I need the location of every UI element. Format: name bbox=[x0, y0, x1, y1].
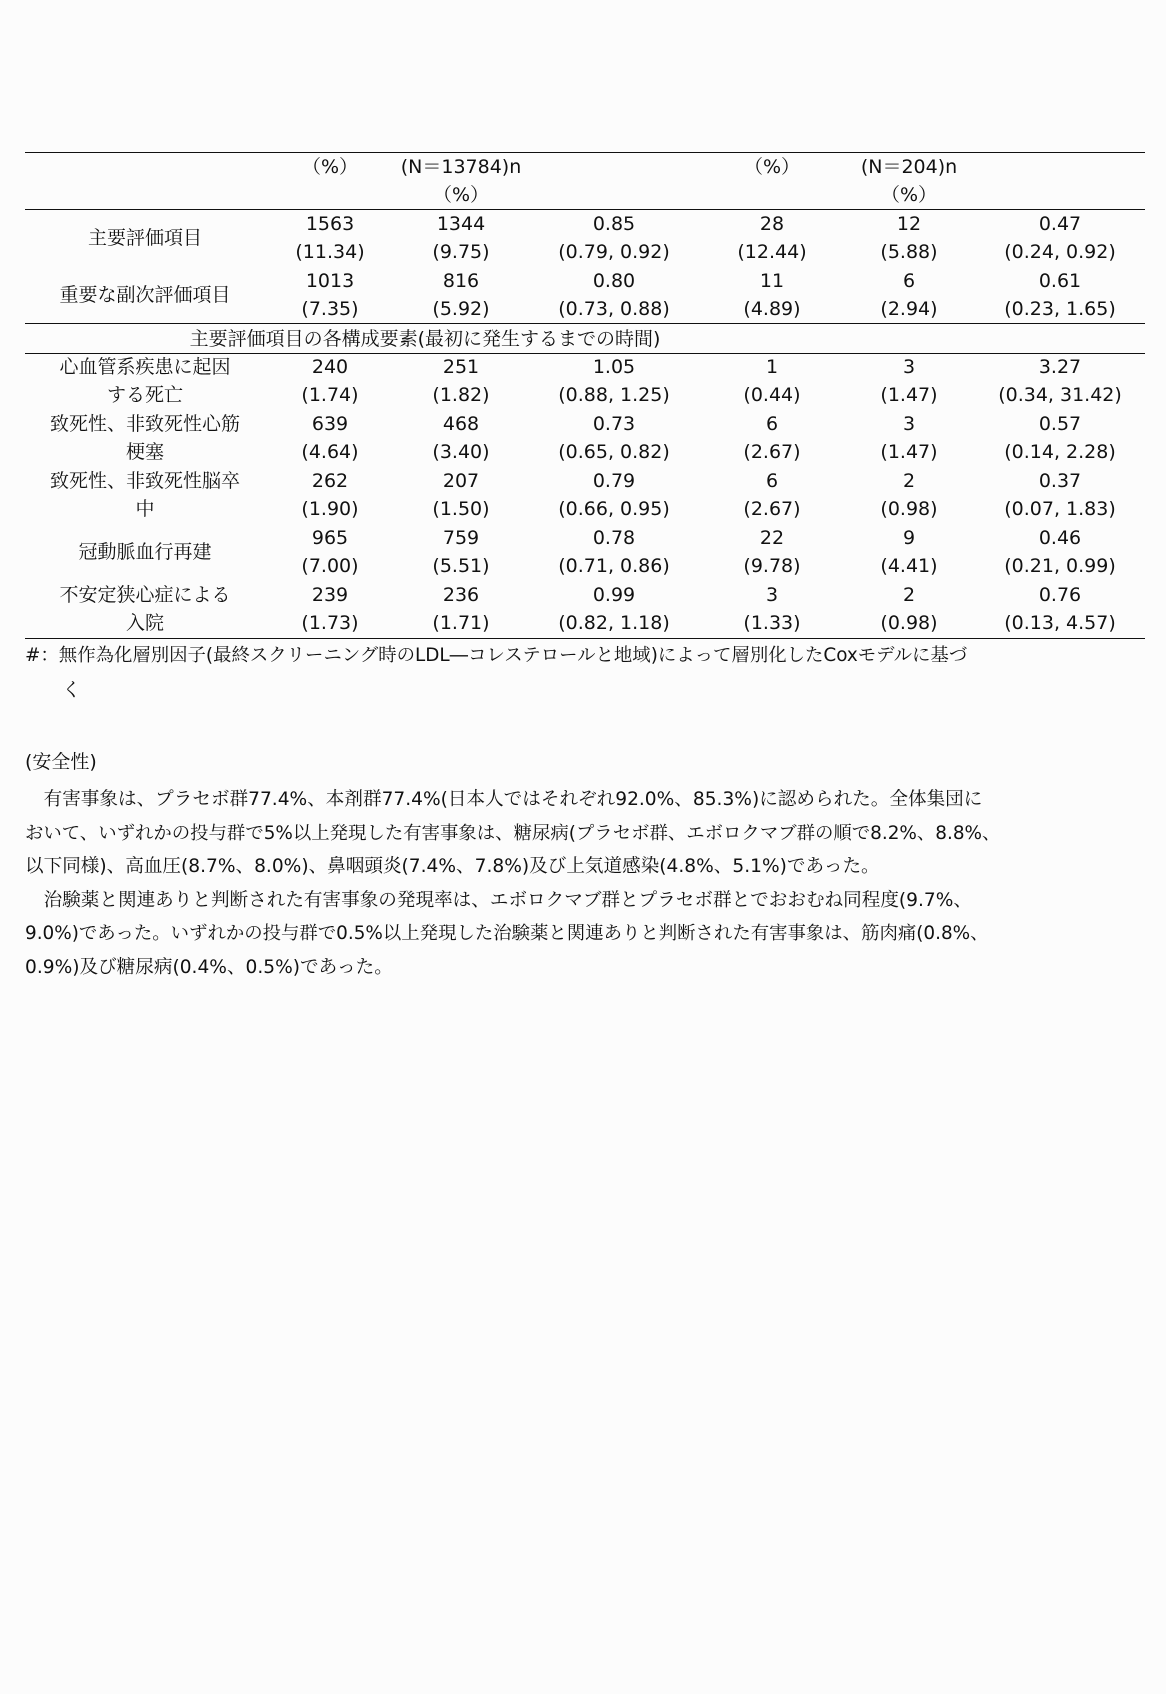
table-cell: 12 bbox=[896, 213, 922, 235]
row-label: 不安定狭心症による bbox=[59, 584, 231, 606]
table-header-rule bbox=[25, 209, 1145, 210]
section-title: 主要評価項目の各構成要素(最初に発生するまでの時間) bbox=[189, 328, 661, 350]
table-cell: (1.71) bbox=[432, 612, 490, 634]
table-cell: (1.47) bbox=[880, 384, 938, 406]
table-cell: (0.65, 0.82) bbox=[558, 441, 670, 463]
table-cell: 1344 bbox=[436, 213, 486, 235]
table-cell: (4.64) bbox=[301, 441, 359, 463]
header-cell: （%） bbox=[880, 184, 938, 206]
table-cell: 0.37 bbox=[1038, 470, 1082, 492]
table-cell: (1.90) bbox=[301, 498, 359, 520]
table-cell: 2 bbox=[902, 470, 916, 492]
table-cell: 3 bbox=[765, 584, 779, 606]
table-cell: 0.76 bbox=[1038, 584, 1082, 606]
table-cell: 0.61 bbox=[1038, 270, 1082, 292]
table-cell: (0.44) bbox=[743, 384, 801, 406]
row-label: 心血管系疾患に起因 bbox=[59, 356, 231, 378]
table-cell: 0.85 bbox=[592, 213, 636, 235]
table-cell: 468 bbox=[442, 413, 480, 435]
row-label: 梗塞 bbox=[125, 441, 165, 463]
table-cell: (0.34, 31.42) bbox=[998, 384, 1122, 406]
table-cell: 965 bbox=[311, 527, 349, 549]
section-heading: (安全性) bbox=[25, 751, 97, 773]
table-cell: 0.99 bbox=[592, 584, 636, 606]
table-cell: (7.35) bbox=[301, 298, 359, 320]
table-cell: (5.92) bbox=[432, 298, 490, 320]
table-cell: (0.14, 2.28) bbox=[1004, 441, 1116, 463]
table-bottom-rule bbox=[25, 638, 1145, 639]
header-cell: (N＝204)n bbox=[860, 156, 958, 178]
table-cell: (5.51) bbox=[432, 555, 490, 577]
table-cell: (4.89) bbox=[743, 298, 801, 320]
table-cell: 28 bbox=[759, 213, 785, 235]
table-cell: (4.41) bbox=[880, 555, 938, 577]
paragraph-line: 0.9%)及び糖尿病(0.4%、0.5%)であった。 bbox=[25, 957, 393, 978]
table-cell: (0.82, 1.18) bbox=[558, 612, 670, 634]
paragraph-line: 以下同様)、高血圧(8.7%、8.0%)、鼻咽頭炎(7.4%、7.8%)及び上気道感染(4.8%、5.1%)であった。 bbox=[25, 856, 880, 877]
table-cell: 262 bbox=[311, 470, 349, 492]
table-cell: (1.73) bbox=[301, 612, 359, 634]
table-cell: 0.80 bbox=[592, 270, 636, 292]
paragraph-line: 有害事象は、プラセボ群77.4%、本剤群77.4%(日本人ではそれぞれ92.0%、85.3%)に認められた。全体集団に bbox=[25, 789, 983, 810]
table-cell: 759 bbox=[442, 527, 480, 549]
table-cell: 0.78 bbox=[592, 527, 636, 549]
paragraph-line: 9.0%)であった。いずれかの投与群で0.5%以上発現した治験薬と関連ありと判断された有害事象は、筋肉痛(0.8%、 bbox=[25, 923, 989, 944]
table-cell: (0.13, 4.57) bbox=[1004, 612, 1116, 634]
footnote-line: #：無作為化層別因子(最終スクリーニング時のLDL―コレステロールと地域)によって層別化したCoxモデルに基づ bbox=[25, 645, 968, 666]
header-cell: （%） bbox=[743, 156, 801, 178]
table-cell: 6 bbox=[902, 270, 916, 292]
table-cell: 239 bbox=[311, 584, 349, 606]
table-cell: 816 bbox=[442, 270, 480, 292]
table-cell: 240 bbox=[311, 356, 349, 378]
table-cell: 3.27 bbox=[1038, 356, 1082, 378]
table-cell: (7.00) bbox=[301, 555, 359, 577]
header-cell: （%） bbox=[432, 184, 490, 206]
table-cell: (1.82) bbox=[432, 384, 490, 406]
table-cell: (0.71, 0.86) bbox=[558, 555, 670, 577]
table-cell: 0.57 bbox=[1038, 413, 1082, 435]
table-top-rule bbox=[25, 152, 1145, 153]
table-cell: (0.98) bbox=[880, 498, 938, 520]
table-cell: 2 bbox=[902, 584, 916, 606]
table-cell: 236 bbox=[442, 584, 480, 606]
table-cell: (0.24, 0.92) bbox=[1004, 241, 1116, 263]
table-cell: 639 bbox=[311, 413, 349, 435]
table-cell: (2.67) bbox=[743, 498, 801, 520]
table-cell: (9.78) bbox=[743, 555, 801, 577]
row-label: 冠動脈血行再建 bbox=[78, 541, 212, 563]
table-cell: (0.73, 0.88) bbox=[558, 298, 670, 320]
table-cell: (0.98) bbox=[880, 612, 938, 634]
header-cell: （%） bbox=[301, 156, 359, 178]
row-label: 重要な副次評価項目 bbox=[59, 284, 231, 306]
table-cell: 0.47 bbox=[1038, 213, 1082, 235]
paragraph-line: おいて、いずれかの投与群で5%以上発現した有害事象は、糖尿病(プラセボ群、エボロクマブ群の順で8.2%、8.8%、 bbox=[25, 823, 1001, 844]
table-cell: 3 bbox=[902, 413, 916, 435]
table-cell: (11.34) bbox=[295, 241, 365, 263]
row-label: する死亡 bbox=[106, 384, 184, 406]
row-label: 入院 bbox=[125, 612, 165, 634]
table-cell: (0.79, 0.92) bbox=[558, 241, 670, 263]
table-cell: (0.66, 0.95) bbox=[558, 498, 670, 520]
table-cell: (1.50) bbox=[432, 498, 490, 520]
table-cell: (0.23, 1.65) bbox=[1004, 298, 1116, 320]
table-cell: 0.73 bbox=[592, 413, 636, 435]
row-label: 主要評価項目 bbox=[87, 227, 203, 249]
table-cell: 1013 bbox=[305, 270, 355, 292]
table-cell: 6 bbox=[765, 413, 779, 435]
table-cell: 0.46 bbox=[1038, 527, 1082, 549]
table-cell: 207 bbox=[442, 470, 480, 492]
paragraph-line: 治験薬と関連ありと判断された有害事象の発現率は、エボロクマブ群とプラセボ群とでおおむね同程度(9.7%、 bbox=[25, 890, 972, 911]
header-cell: (N＝13784)n bbox=[400, 156, 522, 178]
table-cell: 11 bbox=[759, 270, 785, 292]
table-cell: 22 bbox=[759, 527, 785, 549]
table-cell: 3 bbox=[902, 356, 916, 378]
table-cell: (3.40) bbox=[432, 441, 490, 463]
table-cell: (1.33) bbox=[743, 612, 801, 634]
table-cell: 9 bbox=[902, 527, 916, 549]
table-cell: (9.75) bbox=[432, 241, 490, 263]
table-cell: (12.44) bbox=[737, 241, 807, 263]
table-cell: 1.05 bbox=[592, 356, 636, 378]
table-cell: (1.47) bbox=[880, 441, 938, 463]
table-cell: 251 bbox=[442, 356, 480, 378]
table-cell: (2.67) bbox=[743, 441, 801, 463]
row-label: 致死性、非致死性心筋 bbox=[49, 413, 241, 435]
row-label: 中 bbox=[135, 498, 155, 520]
table-cell: (0.88, 1.25) bbox=[558, 384, 670, 406]
table-cell: 0.79 bbox=[592, 470, 636, 492]
table-cell: (5.88) bbox=[880, 241, 938, 263]
footnote-line: く bbox=[62, 679, 82, 701]
table-cell: (2.94) bbox=[880, 298, 938, 320]
table-cell: 1 bbox=[765, 356, 779, 378]
table-cell: (0.21, 0.99) bbox=[1004, 555, 1116, 577]
row-label: 致死性、非致死性脳卒 bbox=[49, 470, 241, 492]
table-cell: 6 bbox=[765, 470, 779, 492]
table-cell: (1.74) bbox=[301, 384, 359, 406]
table-cell: (0.07, 1.83) bbox=[1004, 498, 1116, 520]
table-cell: 1563 bbox=[305, 213, 355, 235]
